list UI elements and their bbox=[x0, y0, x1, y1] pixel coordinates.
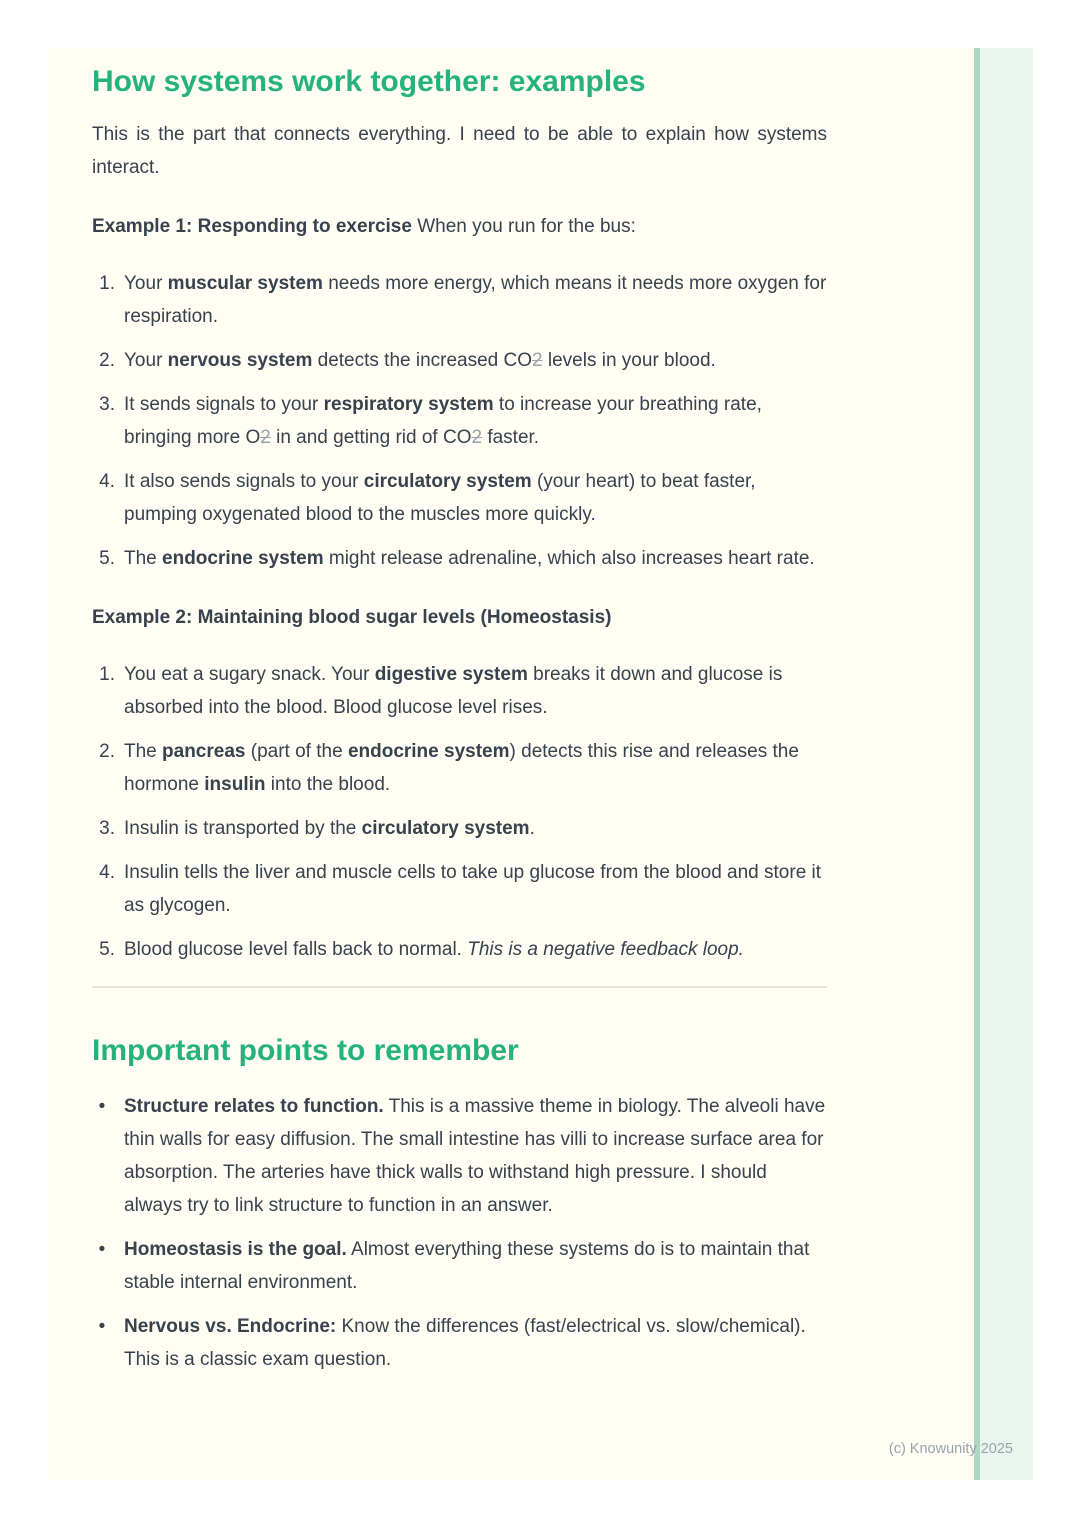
bullet-item bbox=[92, 1090, 827, 1222]
list-item bbox=[92, 856, 827, 922]
list-item-text: It also sends signals to your circulatory system (your heart) to beat faster, pumping oxygenated blood to the muscles more quickly. bbox=[124, 471, 756, 525]
bullet-item-text: Structure relates to function. This is a massive theme in biology. The alveoli have thin walls for easy diffusion. The small intestine has villi to increase surface area for absorption. The arteries have thick walls to withstand high pressure. I should always try to link structure to function in an answer. bbox=[124, 1096, 826, 1216]
bullet-item-text: Homeostasis is the goal. Almost everything these systems do is to maintain that stable internal environment. bbox=[124, 1239, 810, 1293]
list-number: 4. bbox=[99, 862, 115, 883]
list-number: 2. bbox=[99, 741, 115, 762]
list-number: 3. bbox=[99, 818, 115, 839]
bullet-dot: • bbox=[98, 1316, 106, 1337]
example1-label: Example 1: Responding to exercise When you run for the bus: bbox=[92, 216, 636, 237]
bullet-dot: • bbox=[98, 1239, 106, 1260]
numbered-list-exercise bbox=[92, 267, 827, 575]
list-item-text: Your nervous system detects the increased CO2 levels in your blood. bbox=[124, 350, 716, 371]
list-item-text: The endocrine system might release adrenaline, which also increases heart rate. bbox=[124, 548, 815, 569]
bullet-dot: • bbox=[98, 1096, 106, 1117]
list-item-text: The pancreas (part of the endocrine system) detects this rise and releases the hormone insulin into the blood. bbox=[124, 741, 799, 795]
list-item-text: Your muscular system needs more energy, which means it needs more oxygen for respiration. bbox=[124, 273, 827, 327]
numbered-list-blood-sugar bbox=[92, 658, 827, 966]
list-item-text: Insulin is transported by the circulatory system. bbox=[124, 818, 535, 839]
notes-page-card bbox=[48, 48, 1033, 1480]
list-number: 4. bbox=[99, 471, 115, 492]
bullet-item-text: Nervous vs. Endocrine: Know the differences (fast/electrical vs. slow/chemical). This is a classic exam question. bbox=[124, 1316, 806, 1370]
list-number: 5. bbox=[99, 548, 115, 569]
intro-paragraph: This is the part that connects everything. I need to be able to explain how systems interact. bbox=[92, 124, 827, 178]
bullet-list-key-points bbox=[92, 1090, 827, 1376]
list-item-text: Insulin tells the liver and muscle cells to take up glucose from the blood and store it as glycogen. bbox=[124, 862, 822, 916]
list-item bbox=[92, 465, 827, 531]
example2-label: Example 2: Maintaining blood sugar levels (Homeostasis) bbox=[92, 607, 612, 628]
list-number: 5. bbox=[99, 939, 115, 960]
list-item bbox=[92, 812, 827, 845]
bullet-item bbox=[92, 1233, 827, 1299]
list-item-text: You eat a sugary snack. Your digestive system breaks it down and glucose is absorbed into the blood. Blood glucose level rises. bbox=[124, 664, 783, 718]
list-item bbox=[92, 388, 827, 454]
page-content bbox=[48, 48, 827, 1376]
list-item bbox=[92, 344, 827, 377]
right-accent-panel bbox=[980, 48, 1033, 1480]
list-item bbox=[92, 542, 827, 575]
list-item bbox=[92, 267, 827, 333]
section-divider bbox=[92, 986, 827, 988]
section-heading-important-points: Important points to remember bbox=[92, 1034, 519, 1067]
list-item-text: Blood glucose level falls back to normal. This is a negative feedback loop. bbox=[124, 939, 744, 960]
list-number: 1. bbox=[99, 273, 115, 294]
list-number: 3. bbox=[99, 394, 115, 415]
right-accent-line bbox=[974, 48, 980, 1480]
bullet-item bbox=[92, 1310, 827, 1376]
footer-copyright: (c) Knowunity 2025 bbox=[888, 1441, 1013, 1457]
list-item bbox=[92, 735, 827, 801]
list-item-text: It sends signals to your respiratory system to increase your breathing rate, bringing more O2 in and getting rid of CO2 faster. bbox=[124, 394, 762, 448]
list-number: 1. bbox=[99, 664, 115, 685]
list-number: 2. bbox=[99, 350, 115, 371]
list-item bbox=[92, 933, 827, 966]
list-item bbox=[92, 658, 827, 724]
section-heading-systems: How systems work together: examples bbox=[92, 65, 646, 98]
